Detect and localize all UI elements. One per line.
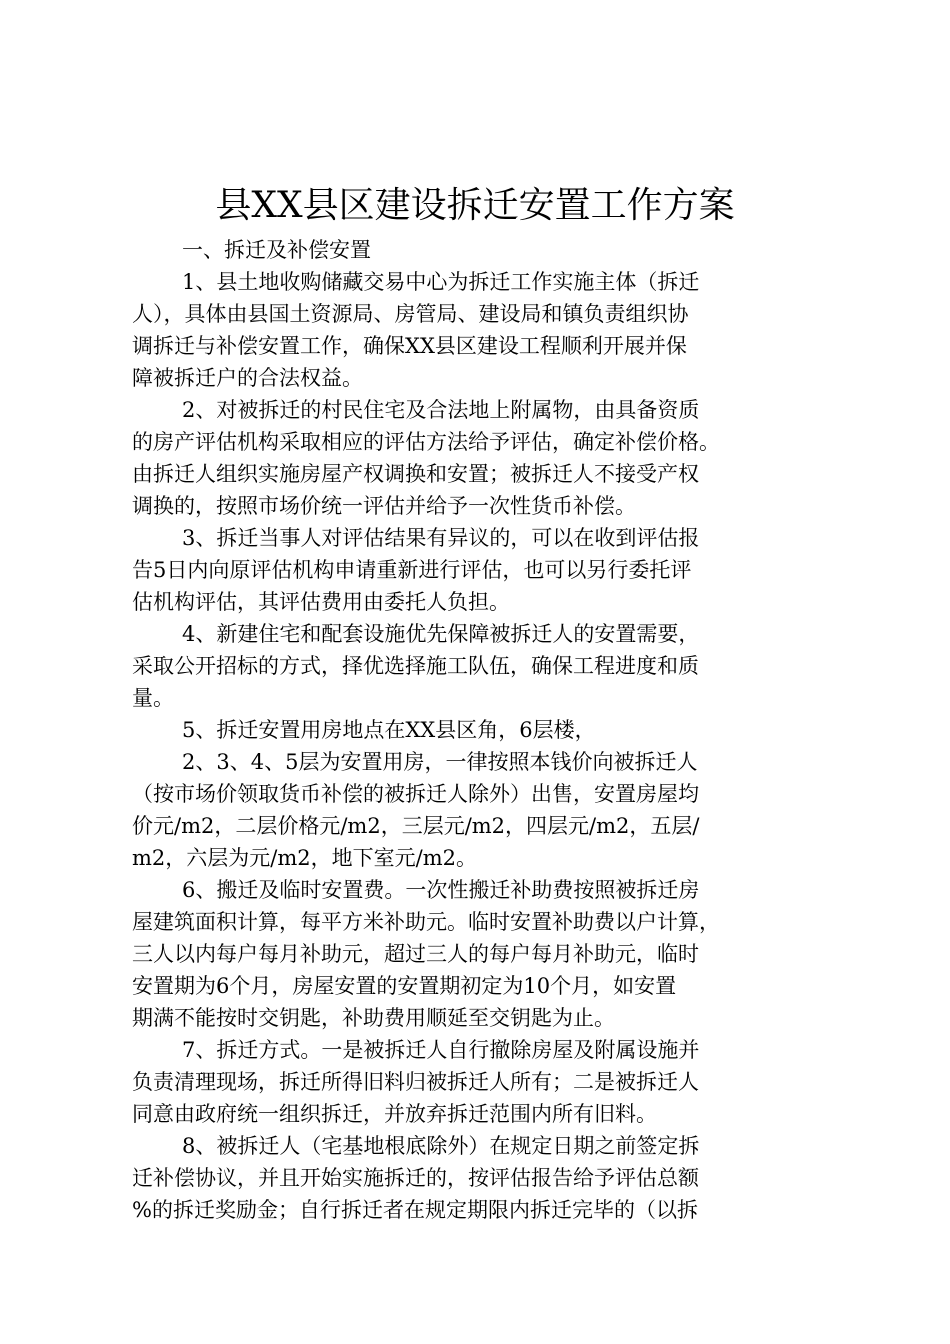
- text-line: 2、对被拆迁的村民住宅及合法地上附属物，由具备资质: [182, 398, 700, 422]
- text-line: 7、拆迁方式。一是被拆迁人自行撤除房屋及附属设施并: [182, 1038, 700, 1062]
- text-line: 由拆迁人组织实施房屋产权调换和安置；被拆迁人不接受产权: [132, 462, 699, 486]
- text-line: （按市场价领取货币补偿的被拆迁人除外）出售，安置房屋均: [132, 782, 699, 806]
- text-line: 量。: [132, 686, 174, 710]
- text-line: 3、拆迁当事人对评估结果有异议的，可以在收到评估报: [182, 526, 700, 550]
- text-line: 三人以内每户每月补助元，超过三人的每户每月补助元，临时: [132, 942, 699, 966]
- text-line: 人），具体由县国土资源局、房管局、建设局和镇负责组织协: [132, 302, 689, 326]
- text-line: 采取公开招标的方式，择优选择施工队伍，确保工程进度和质: [132, 654, 699, 678]
- text-line: m2，六层为元/m2，地下室元/m2。: [132, 846, 477, 870]
- text-line: 期满不能按时交钥匙，补助费用顺延至交钥匙为止。: [132, 1006, 615, 1030]
- text-line: 8、被拆迁人（宅基地根底除外）在规定日期之前签定拆: [182, 1134, 700, 1158]
- text-line: 同意由政府统一组织拆迁，并放弃拆迁范围内所有旧料。: [132, 1102, 657, 1126]
- text-line: 5、拆迁安置用房地点在XX县区角，6层楼，: [182, 718, 596, 742]
- text-line: 屋建筑面积计算，每平方米补助元。临时安置补助费以户计算，: [132, 910, 720, 934]
- text-line: 调换的，按照市场价统一评估并给予一次性货币补偿。: [132, 494, 636, 518]
- text-line: 安置期为6个月，房屋安置的安置期初定为10个月，如安置: [132, 974, 677, 998]
- text-line: 2、3、4、5层为安置用房，一律按照本钱价向被拆迁人: [182, 750, 698, 774]
- text-line: 价元/m2，二层价格元/m2，三层元/m2，四层元/m2，五层/: [132, 814, 700, 838]
- text-line: 的房产评估机构采取相应的评估方法给予评估，确定补偿价格。: [132, 430, 720, 454]
- text-line: 6、搬迁及临时安置费。一次性搬迁补助费按照被拆迁房: [182, 878, 700, 902]
- text-line: 障被拆迁户的合法权益。: [132, 366, 363, 390]
- text-line: 1、县土地收购储藏交易中心为拆迁工作实施主体（拆迁: [182, 270, 700, 294]
- text-line: %的拆迁奖励金；自行拆迁者在规定期限内拆迁完毕的（以拆: [132, 1198, 698, 1222]
- text-line: 4、新建住宅和配套设施优先保障被拆迁人的安置需要，: [182, 622, 700, 646]
- document-title: 县XX县区建设拆迁安置工作方案: [215, 185, 735, 226]
- text-line: 估机构评估，其评估费用由委托人负担。: [132, 590, 510, 614]
- text-line: 负责清理现场，拆迁所得旧料归被拆迁人所有；二是被拆迁人: [132, 1070, 699, 1094]
- text-line: 告5日内向原评估机构申请重新进行评估，也可以另行委托评: [132, 558, 692, 582]
- text-line: 调拆迁与补偿安置工作，确保XX县区建设工程顺利开展并保: [132, 334, 687, 358]
- document-body: [132, 234, 832, 1226]
- text-line: 迁补偿协议，并且开始实施拆迁的，按评估报告给予评估总额: [132, 1166, 699, 1190]
- text-line: 一、拆迁及补偿安置: [182, 238, 371, 262]
